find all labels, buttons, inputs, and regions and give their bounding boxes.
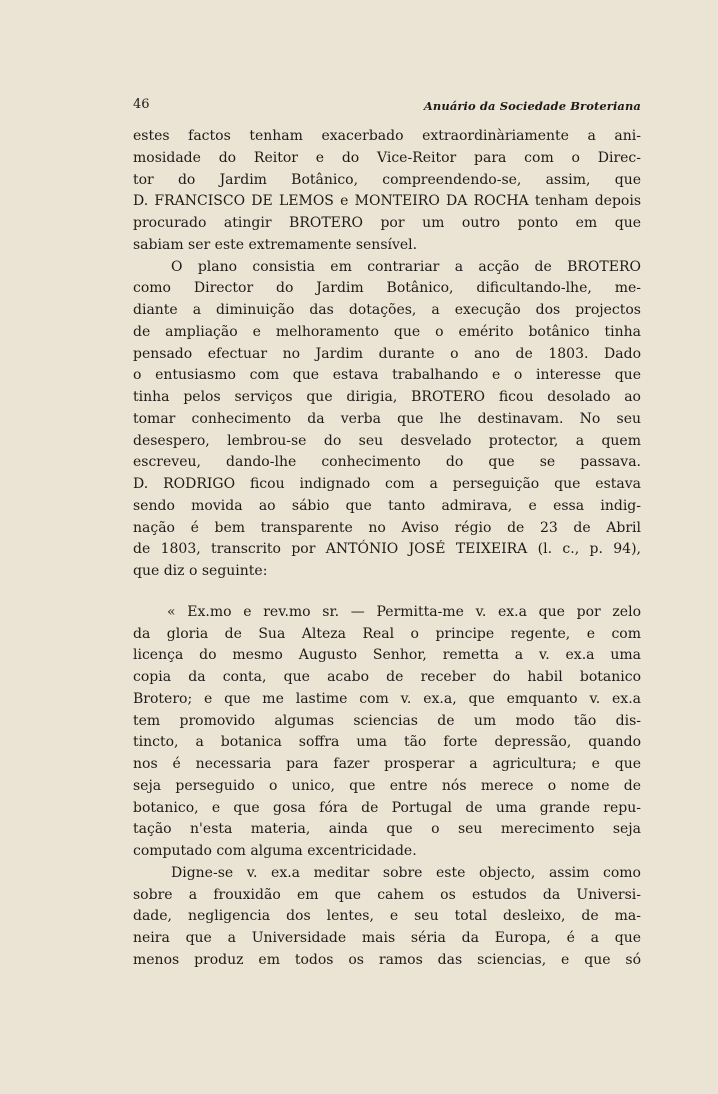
text-line: tação n'esta materia, ainda que o seu merecimento seja	[133, 821, 641, 838]
text-line: tinha pelos serviços que dirigia, BROTERO ficou desolado ao	[133, 389, 641, 405]
text-line: botanico, e que gosa fóra de Portugal de uma grande repu-	[133, 799, 641, 816]
text-line: pensado efectuar no Jardim durante o ano de 1803. Dado	[133, 345, 641, 362]
text-line: menos produz em todos os ramos das sciencias, e que só	[133, 951, 641, 968]
text-line: tomar conhecimento da verba que lhe destinavam. No seu	[133, 410, 641, 427]
text-line: como Director do Jardim Botânico, dificultando-lhe, me-	[133, 280, 641, 297]
quoted-letter	[133, 602, 641, 863]
text-line: tincto, a botanica soffra uma tão forte depressão, quando	[133, 734, 641, 751]
text-line: neira que a Universidade mais séria da Europa, é a que	[133, 930, 641, 946]
paragraph-1	[133, 126, 641, 257]
text-line: sobre a frouxidão em que cahem os estudos da Universi-	[133, 886, 641, 903]
running-title: Anuário da Sociedade Broteriana	[423, 99, 641, 113]
paragraph-2	[133, 257, 641, 583]
text-line: sendo movida ao sábio que tanto admirava, e essa indig-	[133, 497, 641, 514]
text-line: computado com alguma excentricidade.	[133, 843, 417, 859]
text-line: D. RODRIGO ficou indignado com a perseguição que estava	[133, 476, 641, 492]
body-text	[133, 126, 641, 972]
text-line: diante a diminuição das dotações, a execução dos projectos	[133, 302, 641, 318]
text-line: nação é bem transparente no Aviso régio de 23 de Abril	[133, 519, 641, 536]
text-line: D. FRANCISCO DE LEMOS e MONTEIRO DA ROCHA tenham depois	[133, 193, 641, 210]
text-line: sabiam ser este extremamente sensível.	[133, 236, 418, 253]
text-line: tem promovido algumas sciencias de um modo tão dis-	[133, 712, 641, 729]
text-line: desespero, lembrou-se do seu desvelado protector, a quem	[133, 432, 641, 449]
section-gap	[133, 583, 641, 602]
text-line: « Ex.mo e rev.mo sr. — Permitta-me v. ex.a que por zelo	[167, 603, 641, 620]
text-line: O plano consistia em contrariar a acção de BROTERO	[171, 258, 641, 275]
text-line: de 1803, transcrito por ANTÓNIO JOSÉ TEIXEIRA (l. c., p. 94),	[133, 541, 641, 558]
text-line: o entusiasmo com que estava trabalhando e o interesse que	[133, 367, 641, 384]
text-line: seja perseguido o unico, que entre nós merece o nome de	[133, 777, 641, 794]
text-line: escreveu, dando-lhe conhecimento do que se passava.	[133, 454, 641, 471]
page-number: 46	[133, 97, 150, 112]
text-line: dade, negligencia dos lentes, e seu total desleixo, de ma-	[133, 908, 641, 925]
text-line: Brotero; e que me lastime com v. ex.a, que emquanto v. ex.a	[133, 690, 641, 707]
text-line: procurado atingir BROTERO por um outro ponto em que	[133, 215, 641, 231]
page-header	[133, 97, 641, 117]
text-line: estes factos tenham exacerbado extraordinàriamente a ani-	[133, 128, 641, 144]
quoted-letter-continued	[133, 863, 641, 972]
text-line: nos é necessaria para fazer prosperar a agricultura; e que	[133, 756, 641, 772]
text-line: Digne-se v. ex.a meditar sobre este objecto, assim como	[171, 864, 641, 881]
text-line: copia da conta, que acabo de receber do habil botanico	[133, 669, 641, 685]
text-line: que diz o seguinte:	[133, 563, 268, 579]
text-line: da gloria de Sua Alteza Real o principe regente, e com	[133, 625, 641, 642]
text-line: de ampliação e melhoramento que o emérito botânico tinha	[133, 323, 641, 340]
text-line: mosidade do Reitor e do Vice-Reitor para com o Direc-	[133, 149, 641, 166]
text-line: tor do Jardim Botânico, compreendendo-se, assim, que	[133, 171, 641, 188]
text-line: licença do mesmo Augusto Senhor, remetta a v. ex.a uma	[133, 647, 641, 664]
